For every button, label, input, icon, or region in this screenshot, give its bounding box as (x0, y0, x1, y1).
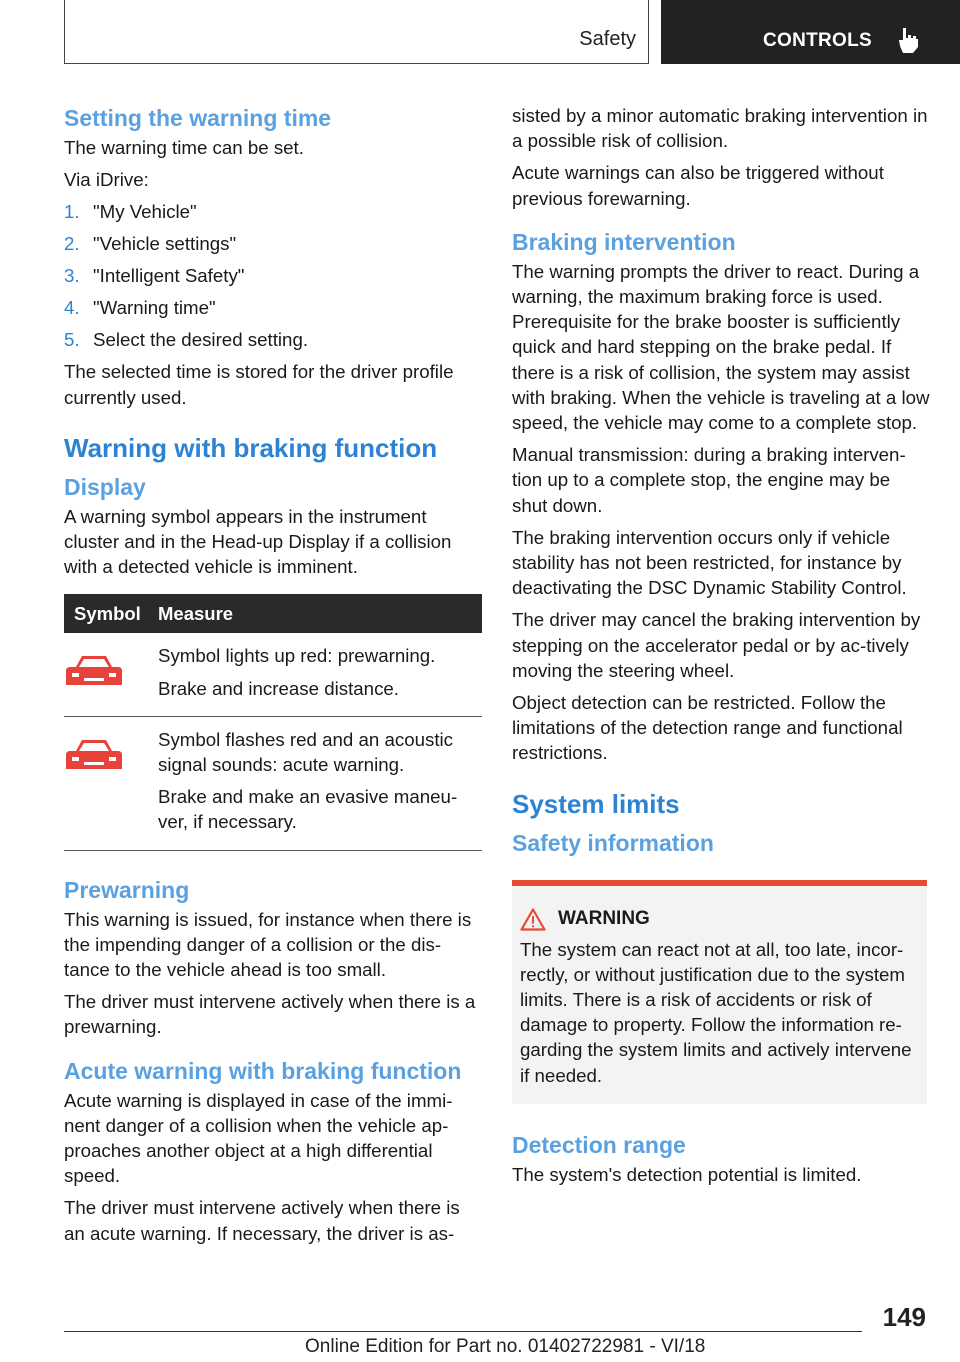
left-column (64, 103, 482, 1253)
header-chapter-title: CONTROLS (763, 30, 873, 51)
text-intervene-prewarning: The driver must intervene actively when there is a prewarning. (64, 991, 476, 1038)
text-via-idrive: Via iDrive: (64, 169, 149, 191)
heading-warning-time: Setting the warning time (64, 105, 332, 131)
header-section-box (64, 0, 649, 64)
warning-title: WARNING (558, 908, 650, 930)
pointing-hand-icon (897, 26, 921, 54)
step-text: "My Vehicle" (93, 201, 197, 223)
car-warning-icon (64, 653, 124, 689)
measure-text-1: Symbol flashes red and an acoustic signal sounds: acute warning. (158, 728, 454, 776)
heading-detection-range: Detection range (512, 1131, 686, 1158)
text-object-detection: Object detection can be restricted. Follow the limitations of the detection range and functional restrictions. (512, 692, 903, 764)
idrive-steps-list (64, 199, 482, 352)
footer-edition: Online Edition for Part no. 01402722981 - VI/18 (305, 1336, 706, 1357)
warning-header (520, 908, 917, 931)
heading-warning-braking-function: Warning with braking function (64, 432, 438, 463)
step-number: 4. (64, 297, 80, 319)
text-prewarning: This warning is issued, for instance when there is the impending danger of a collision or the dis-tance to the vehicle ahead is too small. (64, 908, 472, 981)
measure-cell (158, 716, 482, 850)
text-display: A warning symbol appears in the instrument cluster and in the Head-up Display if a collision with a detected vehicle is imminent. (64, 505, 452, 578)
heading-prewarning: Prewarning (64, 876, 190, 903)
header-chapter-box (661, 0, 960, 64)
list-item (64, 327, 482, 352)
warning-box (512, 880, 927, 1104)
step-text: "Intelligent Safety" (93, 265, 245, 287)
right-column (512, 103, 930, 1194)
text-continuation: sisted by a minor automatic braking intervention in a possible risk of collision. (512, 105, 928, 152)
car-flashing-icon (64, 737, 124, 773)
measure-cell (158, 633, 482, 716)
page-number: 149 (882, 1302, 926, 1332)
symbol-measure-table (64, 594, 482, 850)
text-manual-transmission: Manual transmission: during a braking interven-tion up to a complete stop, the engine may be shut down. (512, 444, 906, 516)
footer-divider (64, 1331, 862, 1332)
symbol-cell (64, 633, 158, 716)
text-cancel-intervention: The driver may cancel the braking intervention by stepping on the accelerator pedal or by ac-tively moving the steering wheel. (512, 609, 921, 681)
heading-system-limits: System limits (512, 788, 680, 819)
text-acute-without: Acute warnings can also be triggered without previous forewarning. (512, 162, 884, 209)
measure-text-2: Brake and make an evasive maneu-ver, if necessary. (158, 786, 458, 833)
heading-display: Display (64, 473, 146, 500)
text-acute-warning: Acute warning is displayed in case of the immi-nent danger of a collision when the vehicle ap-proaches another object at a high differential speed. (64, 1089, 453, 1187)
step-text: "Warning time" (93, 297, 216, 319)
list-item (64, 231, 482, 256)
step-text: Select the desired setting. (93, 329, 309, 351)
heading-braking-intervention: Braking intervention (512, 228, 736, 255)
step-number: 5. (64, 329, 80, 351)
text-detection-range: The system's detection potential is limited. (512, 1163, 862, 1185)
table-row (64, 716, 482, 850)
list-item (64, 295, 482, 320)
table-header-measure: Measure (158, 594, 482, 633)
warning-triangle-icon (520, 908, 546, 931)
text-intervene-acute: The driver must intervene actively when there is an acute warning. If necessary, the driver is as- (64, 1197, 460, 1244)
table-header-symbol: Symbol (64, 594, 158, 633)
text-dsc: The braking intervention occurs only if vehicle stability has not been restricted, for instance by deactivating the DSC Dynamic Stability Control. (512, 526, 907, 599)
header-section-title: Safety (579, 28, 636, 50)
step-text: "Vehicle settings" (93, 233, 237, 255)
heading-acute-warning: Acute warning with braking function (64, 1057, 462, 1084)
measure-text-1: Symbol lights up red: prewarning. (158, 645, 436, 667)
list-item (64, 199, 482, 224)
step-number: 2. (64, 233, 80, 255)
list-item (64, 263, 482, 288)
text-braking-intervention: The warning prompts the driver to react. During a warning, the maximum braking force is used. Prerequisite for the brake booster is sufficiently quick and hard stepping on the brake pedal. If there is a risk of collision, the system may assist with braking. When the vehicle is traveling at a low speed, the vehicle may come to a complete stop. (512, 260, 930, 434)
step-number: 3. (64, 265, 80, 287)
measure-text-2: Brake and increase distance. (158, 677, 400, 699)
heading-safety-information: Safety information (512, 829, 714, 856)
text-warning-time-set: The warning time can be set. (64, 137, 304, 158)
text-time-stored: The selected time is stored for the driver profile currently used. (64, 361, 454, 408)
symbol-cell (64, 716, 158, 850)
warning-text: The system can react not at all, too late, incor-rectly, or without justification due to the system limits. There is a risk of accidents or risk of damage to property. Follow the information re-garding the system limits and actively intervene if needed. (520, 938, 912, 1086)
table-row (64, 633, 482, 716)
step-number: 1. (64, 201, 80, 223)
